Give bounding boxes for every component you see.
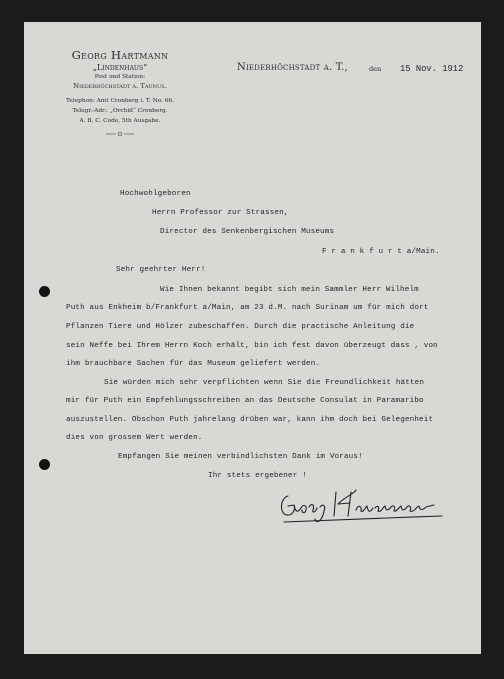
letter-page bbox=[24, 22, 481, 654]
letter-line: Sie würden mich sehr verpflichten wenn Sie die Freundlichkeit hätten bbox=[104, 379, 425, 387]
letter-line: sein Neffe bei Ihrem Herrn Koch erhält, bin ich fest davon überzeugt dass , von bbox=[66, 342, 438, 350]
greeting: Sehr geehrter Herr! bbox=[116, 266, 206, 274]
punch-hole-top bbox=[39, 286, 50, 297]
address-salutation: Hochwohlgeboren bbox=[120, 190, 191, 198]
closing-thanks: Empfangen Sie meinen verbindlichsten Dank im Voraus! bbox=[118, 453, 363, 461]
letterhead-house: „Lindenhaus“ bbox=[92, 63, 148, 72]
dateline-den: den bbox=[369, 65, 382, 73]
letter-line: dies von grossem Wert werden. bbox=[66, 434, 203, 442]
letterhead-location: Niederhöchstadt a. Taunus. bbox=[73, 82, 167, 90]
handwritten-signature bbox=[276, 486, 448, 528]
closing-signoff: Ihr stets ergebener ! bbox=[208, 472, 307, 480]
letterhead-post: Post und Station: bbox=[94, 74, 146, 80]
address-recipient: Herrn Professor zur Strassen, bbox=[152, 209, 289, 217]
dateline-place: Niederhöchstadt a. T., bbox=[237, 62, 348, 73]
punch-hole-bottom bbox=[39, 459, 50, 470]
letter-line: Puth aus Enkheim b/Frankfurt a/Main, am 23 d.M. nach Surinam um für mich dort bbox=[66, 304, 429, 312]
letter-line: ihm brauchbare Sachen für das Museum geliefert werden. bbox=[66, 360, 321, 368]
letterhead-telephone: Telephon: Amt Cronberg i. T. No. 66. bbox=[66, 98, 174, 104]
letter-line: Wie Ihnen bekannt begibt sich mein Sammler Herr Wilhelm bbox=[160, 286, 419, 294]
letter-line: auszustellen. Obschon Puth jahrelang drüben war, kann ihm doch bei Gelegenheit bbox=[66, 416, 434, 424]
address-position: Director des Senkenbergischen Museums bbox=[160, 228, 335, 236]
dateline-date: 15 Nov. 1912 bbox=[400, 64, 464, 74]
letterhead-code: A. B. C. Code, 5th Ausgabe. bbox=[79, 118, 161, 124]
ornament-divider-icon bbox=[104, 130, 136, 138]
letterhead-telegraph: Telegr.-Adr.: „Orchid“ Cronberg. bbox=[72, 108, 168, 114]
address-city: F r a n k f u r t a/Main. bbox=[322, 248, 440, 256]
letter-line: Pflanzen Tiere und Hölzer zubeschaffen. Durch die practische Anleitung die bbox=[66, 323, 415, 331]
letter-line: mir für Puth ein Empfehlungsschreiben an das Deutsche Consulat in Paramaribo bbox=[66, 397, 424, 405]
letterhead-name: Georg Hartmann bbox=[71, 48, 169, 62]
